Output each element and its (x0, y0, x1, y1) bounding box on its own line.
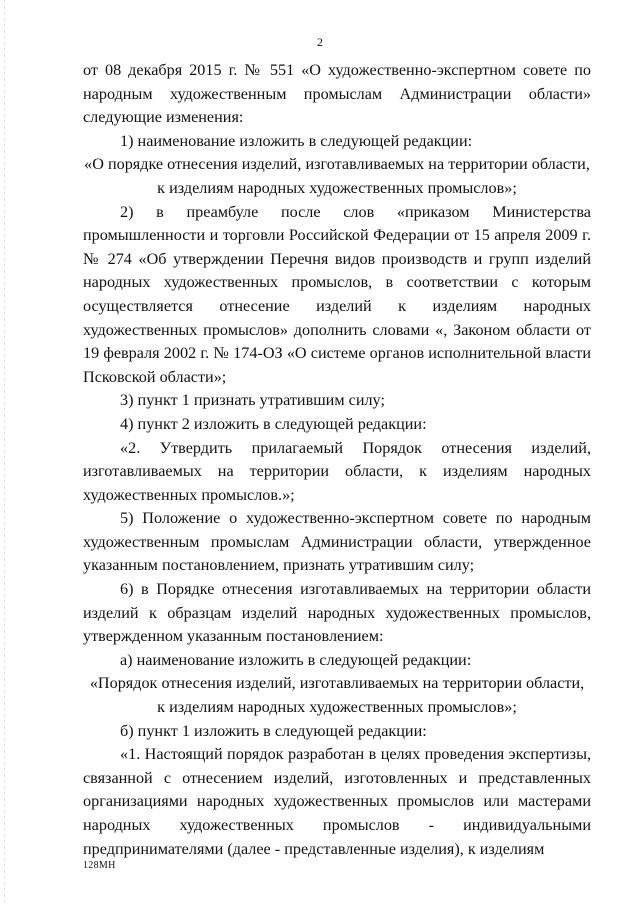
document-body (83, 59, 591, 861)
order-title-line-1: «Порядок отнесения изделий, изготавливаемых на территории области, (89, 674, 585, 693)
paragraph-item-2: 2) в преамбуле после слов «приказом Министерства промышленности и торговли Российской Федерации от 15 апреля 2009 г. № 274 «Об утверждении Перечня видов производств и групп изделий народных художественных промыслов, в соответствии с которым осуществляется отнесение изделий к изделиям народных художественных промыслов» дополнить словами «, Законом области от 19 февраля 2002 г. № 174-ОЗ «О системе органов исполнительной власти Псковской области»; (83, 202, 591, 386)
paragraph-point-2-text: «2. Утвердить прилагаемый Порядок отнесения изделий, изготавливаемых на территории области, к изделиям народных художественных промыслов.»; (83, 438, 591, 504)
paragraph-sub-b: б) пункт 1 изложить в следующей редакции: (120, 721, 427, 740)
paragraph-item-4: 4) пункт 2 изложить в следующей редакции: (120, 414, 427, 433)
paragraph-intro: от 08 декабря 2015 г. № 551 «О художественно-экспертном совете по народным художественным промыслам Администрации области» следующие изменения: (83, 61, 591, 127)
paragraph-sub-a: а) наименование изложить в следующей редакции: (120, 650, 472, 669)
scan-margin-line (4, 0, 5, 905)
title-quote-line-1: «О порядке отнесения изделий, изготавливаемых на территории области, (84, 155, 590, 174)
order-title-line-2: к изделиям народных художественных промыслов»; (157, 698, 517, 717)
paragraph-item-6: 6) в Порядке отнесения изготавливаемых на территории области изделий к образцам изделий народных художественных промыслов, утвержденном указанным постановлением: (83, 580, 591, 646)
page-number: 2 (317, 35, 323, 49)
paragraph-item-1: 1) наименование изложить в следующей редакции: (120, 131, 473, 150)
paragraph-item-3: 3) пункт 1 признать утратившим силу; (120, 391, 385, 410)
document-code: 128МН (83, 860, 116, 871)
title-quote-line-2: к изделиям народных художественных промыслов»; (157, 178, 517, 197)
paragraph-point-1-text: «1. Настоящий порядок разработан в целях проведения экспертизы, связанной с отнесением изделий, изготовленных и представленных организациями народных художественных промыслов или мастерами народных художественных промыслов - индивидуальными предпринимателями (далее - представленные изделия), к изделиям (83, 745, 591, 858)
paragraph-item-5: 5) Положение о художественно-экспертном совете по народным художественным промыслам Администрации области, утвержденное указанным постановлением, признать утратившим силу; (83, 509, 591, 575)
